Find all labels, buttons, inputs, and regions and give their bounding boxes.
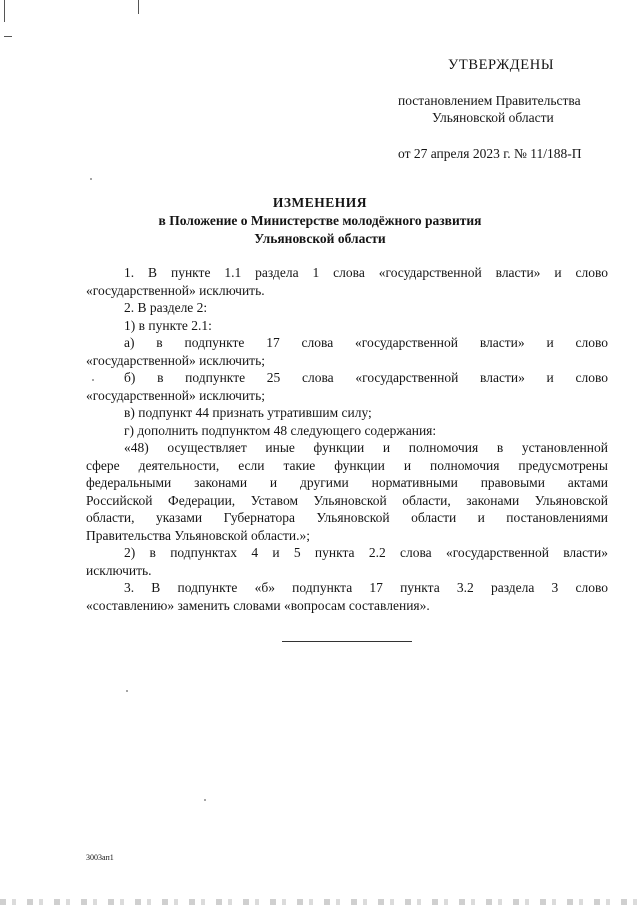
scan-dot	[126, 690, 128, 692]
quote-line-3: федеральными законами и другими нормативными правовыми актами	[86, 475, 608, 490]
document-code: 3003ап1	[86, 853, 114, 862]
paragraph-3-line-1: 3. В подпункте «б» подпункта 17 пункта 3.2 раздела 3 слово	[124, 580, 608, 595]
scan-dot	[204, 799, 206, 801]
document-body	[86, 264, 608, 614]
paragraph-3-line-2: «составлению» заменить словами «вопросам составления».	[86, 597, 430, 613]
scan-dot	[90, 178, 92, 180]
paragraph-2: 2. В разделе 2:	[124, 300, 208, 315]
paragraph-1-line-1: 1. В пункте 1.1 раздела 1 слова «государственной власти» и слово	[124, 265, 608, 280]
document-title: ИЗМЕНЕНИЯ	[272, 195, 368, 210]
quote-line-6: Правительства Ульяновской области.»;	[86, 527, 310, 543]
item-b-line-1: б) в подпункте 25 слова «государственной власти» и слово	[124, 370, 608, 385]
quote-line-4: Российской Федерации, Уставом Ульяновской области, законами Ульяновской	[86, 492, 608, 508]
paragraph-1-line-2: «государственной» исключить.	[86, 282, 265, 298]
scan-mark	[138, 0, 139, 14]
scan-noise	[0, 899, 640, 905]
document-subtitle-line-1: в Положение о Министерстве молодёжного развития	[158, 213, 482, 228]
decree-line-2: Ульяновской области	[432, 110, 554, 125]
item-a-line-2: «государственной» исключить;	[86, 352, 265, 368]
item-d: г) дополнить подпунктом 48 следующего содержания:	[124, 422, 437, 438]
scan-mark	[4, 0, 5, 22]
quote-line-5: области, указами Губернатора Ульяновской области и постановлениями	[86, 510, 608, 525]
decree-date: от 27 апреля 2023 г. № 11/188-П	[398, 146, 582, 161]
paragraph-2-1: 1) в пункте 2.1:	[124, 317, 212, 333]
document-subtitle-line-2: Ульяновской области	[254, 231, 386, 246]
paragraph-2-2-line-1: 2) в подпунктах 4 и 5 пункта 2.2 слова «государственной власти»	[124, 545, 608, 560]
item-c: в) подпункт 44 признать утратившим силу;	[124, 405, 372, 420]
item-a-line-1: а) в подпункте 17 слова «государственной власти» и слово	[124, 335, 608, 350]
quote-line-2: сфере деятельности, если такие функции и полномочия предусмотрены	[86, 457, 608, 473]
decree-line-1: постановлением Правительства	[398, 93, 581, 108]
end-divider	[282, 641, 412, 642]
approved-heading: УТВЕРЖДЕНЫ	[448, 57, 555, 73]
scan-mark	[4, 36, 12, 37]
quote-line-1: «48) осуществляет иные функции и полномочия в установленной	[124, 440, 608, 455]
item-b-line-2: «государственной» исключить;	[86, 387, 265, 403]
paragraph-2-2-line-2: исключить.	[86, 562, 152, 578]
